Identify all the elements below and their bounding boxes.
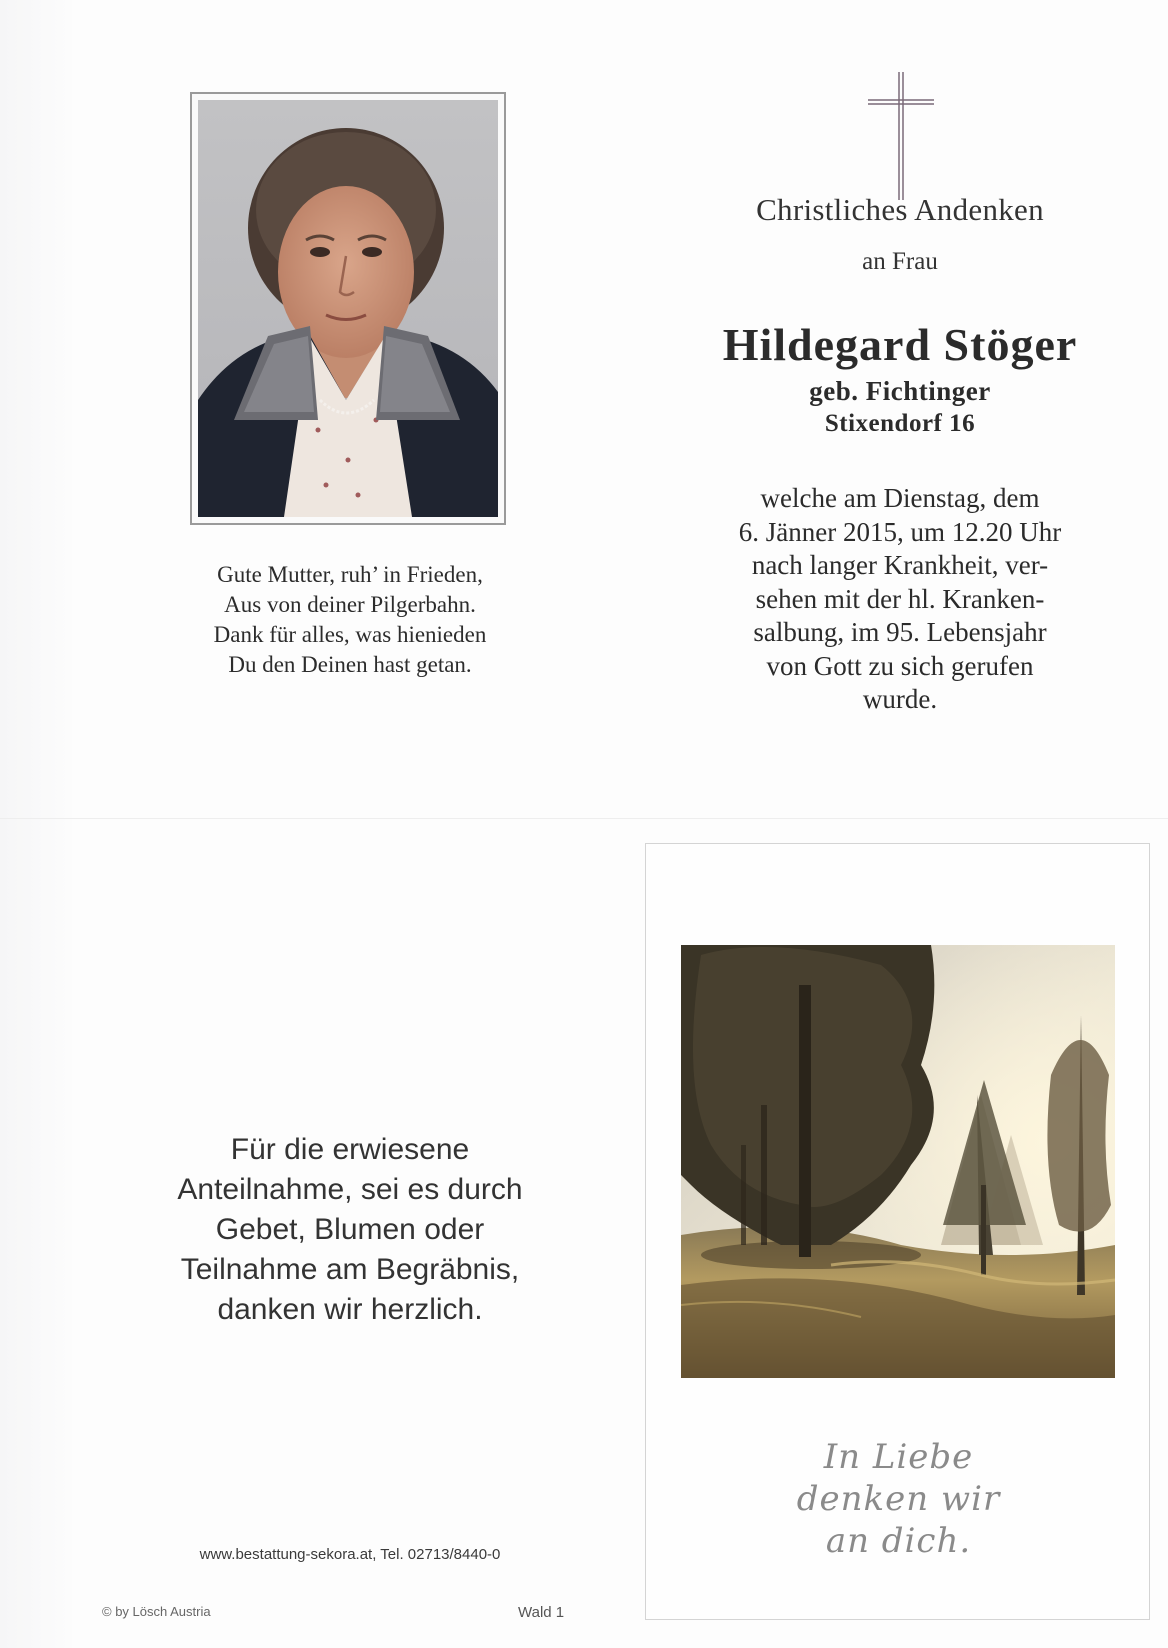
- poem-line: Gute Mutter, ruh’ in Frieden,: [217, 562, 483, 587]
- poem-line: Aus von deiner Pilgerbahn.: [224, 592, 476, 617]
- deceased-name: Hildegard Stöger: [722, 319, 1078, 370]
- death-notice-line: salbung, im 95. Lebensjahr: [753, 617, 1047, 647]
- forest-landscape: [681, 945, 1115, 1378]
- poem-line: Du den Deinen hast getan.: [228, 652, 472, 677]
- death-notice-line: wurde.: [862, 684, 938, 714]
- memorial-card: [645, 843, 1150, 1620]
- death-notice-line: sehen mit der hl. Kranken-: [755, 583, 1045, 614]
- forest-landscape-image: [681, 945, 1115, 1378]
- fold-line: [0, 818, 1168, 819]
- copyright-notice: © by Lösch Austria: [102, 1604, 211, 1619]
- thanks-message: [120, 1130, 580, 1330]
- scan-edge: [0, 0, 72, 1648]
- funeral-home-contact: www.bestattung-sekora.at, Tel. 02713/8440-0: [199, 1546, 501, 1563]
- death-notice-line: nach langer Krankheit, ver-: [751, 550, 1049, 580]
- thanks-line: Für die erwiesene: [230, 1133, 470, 1166]
- thanks-line: danken wir herzlich.: [217, 1293, 483, 1326]
- design-code: Wald 1: [518, 1604, 565, 1621]
- deceased-address: Stixendorf 16: [824, 410, 976, 437]
- thanks-line: Anteilnahme, sei es durch: [177, 1173, 523, 1206]
- death-notice: [680, 482, 1120, 717]
- poem: [130, 560, 570, 680]
- death-notice-line: von Gott zu sich gerufen: [766, 650, 1034, 681]
- memorial-subtitle: an Frau: [862, 248, 938, 275]
- script-line: an dich.: [825, 1521, 972, 1561]
- thanks-line: Gebet, Blumen oder: [215, 1213, 485, 1246]
- script-line: In Liebe: [823, 1437, 974, 1477]
- cross-icon: [868, 72, 934, 200]
- portrait-photo: [190, 92, 506, 525]
- memorial-title: Christliches Andenken: [756, 192, 1044, 227]
- death-notice-line: welche am Dienstag, dem: [760, 483, 1040, 513]
- script-line: denken wir: [796, 1479, 1001, 1519]
- death-notice-line: 6. Jänner 2015, um 12.20 Uhr: [738, 516, 1062, 547]
- poem-line: Dank für alles, was hienieden: [213, 622, 487, 647]
- script-text: [646, 1436, 1151, 1562]
- thanks-line: Teilnahme am Begräbnis,: [180, 1253, 520, 1286]
- maiden-name: geb. Fichtinger: [809, 376, 991, 406]
- portrait-image: [198, 100, 498, 517]
